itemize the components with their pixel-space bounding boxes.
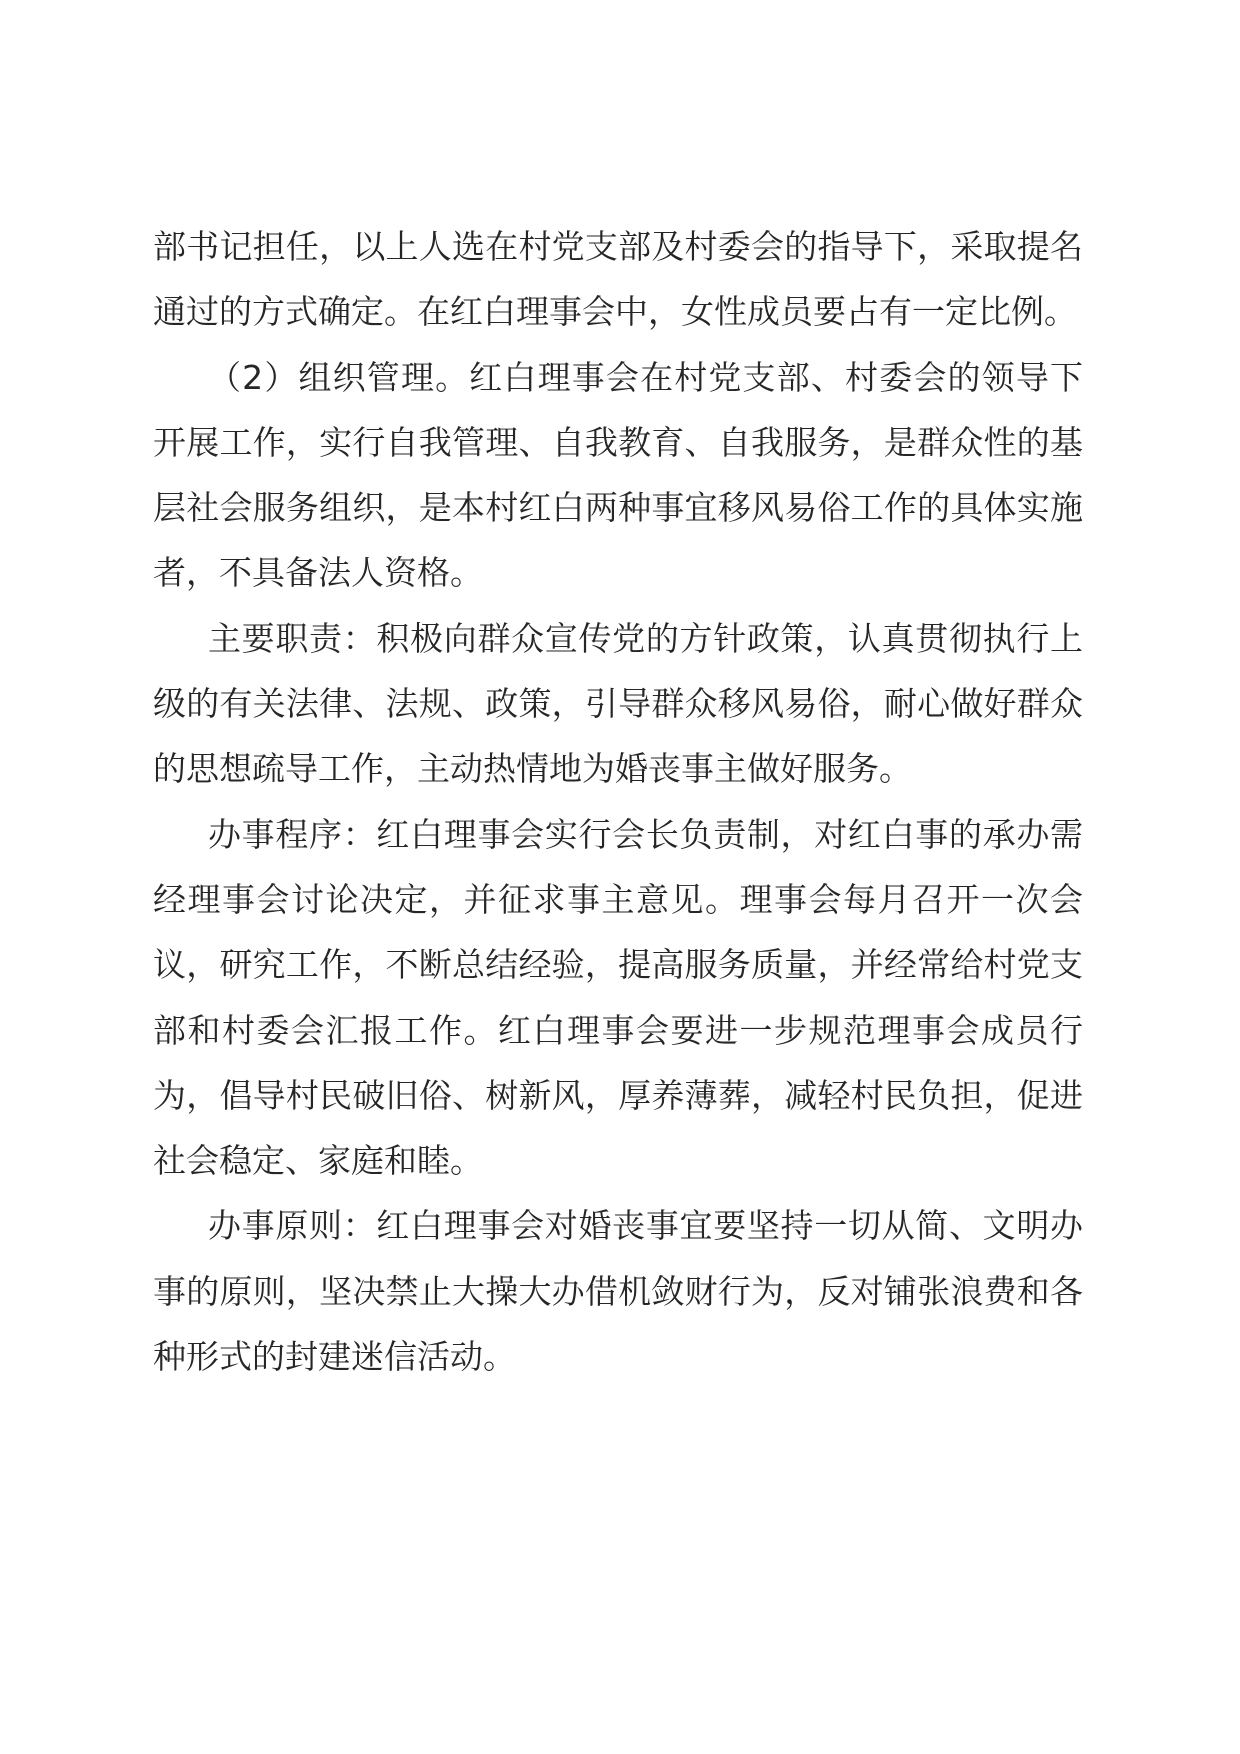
paragraph-continuation: 部书记担任，以上人选在村党支部及村委会的指导下，采取提名通过的方式确定。在红白理事会中，女性成员要占有一定比例。: [153, 227, 1083, 332]
paragraph-main-duties: 主要职责：积极向群众宣传党的方针政策，认真贯彻执行上级的有关法律、法规、政策，引导群众移风易俗，耐心做好群众的思想疏导工作，主动热情地为婚丧事主做好服务。: [153, 618, 1083, 789]
paragraph-principles: 办事原则：红白理事会对婚丧事宜要坚持一切从简、文明办事的原则，坚决禁止大操大办借机敛财行为，反对铺张浪费和各种形式的封建迷信活动。: [153, 1206, 1083, 1377]
paragraph-organization-management: （2）组织管理。红白理事会在村党支部、村委会的领导下开展工作，实行自我管理、自我教育、自我服务，是群众性的基层社会服务组织，是本村红白两种事宜移风易俗工作的具体实施者，不具备法人资格。: [153, 357, 1083, 593]
document-body: [153, 214, 1083, 1389]
paragraph-procedures: 办事程序：红白理事会实行会长负责制，对红白事的承办需经理事会讨论决定，并征求事主意见。理事会每月召开一次会议，研究工作，不断总结经验，提高服务质量，并经常给村党支部和村委会汇报工作。红白理事会要进一步规范理事会成员行为，倡导村民破旧俗、树新风，厚养薄葬，减轻村民负担，促进社会稳定、家庭和睦。: [153, 814, 1083, 1181]
